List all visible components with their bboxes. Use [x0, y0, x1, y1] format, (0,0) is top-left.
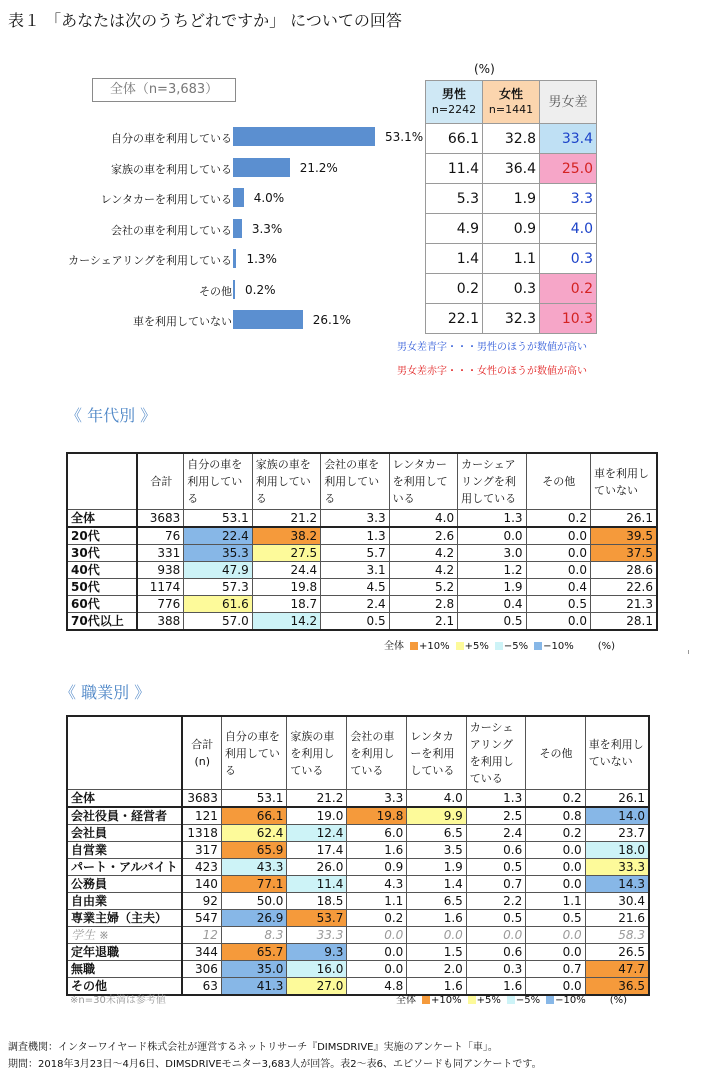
- age-data-cell: 53.1: [184, 510, 252, 528]
- job-data-cell: 26.0: [287, 859, 347, 876]
- job-column-header: レンタカーを利用している: [407, 716, 466, 790]
- job-data-cell: 53.7: [287, 910, 347, 927]
- legend-label-p10: +10%: [431, 995, 462, 1006]
- gender-row: [426, 184, 597, 214]
- age-data-cell: 1.3: [321, 527, 389, 545]
- job-row-label: 自営業: [67, 842, 182, 859]
- gender-diff-cell: 10.3: [540, 304, 597, 334]
- age-data-cell: 61.6: [184, 596, 252, 613]
- age-row-label: 40代: [67, 562, 137, 579]
- age-data-cell: 26.1: [590, 510, 657, 528]
- summary-bar: [233, 249, 236, 268]
- legend-swatch-m5: [495, 642, 503, 650]
- job-data-cell: 1.1: [526, 893, 585, 910]
- gender-row: [426, 214, 597, 244]
- age-row-label: 70代以上: [67, 613, 137, 631]
- job-data-cell: 27.0: [287, 978, 347, 996]
- job-data-cell: 423: [182, 859, 222, 876]
- legend-label-m10: −10%: [543, 641, 574, 652]
- age-data-cell: 3683: [137, 510, 183, 528]
- age-legend: [384, 637, 615, 652]
- job-data-cell: 19.0: [287, 807, 347, 825]
- job-data-cell: 0.5: [526, 910, 585, 927]
- age-data-cell: 3.3: [321, 510, 389, 528]
- gender-diff-cell: 3.3: [540, 184, 597, 214]
- gender-row: [426, 274, 597, 304]
- footer-line2: 期間：2018年3月23日～4月6日、DIMSDRIVEモニター3,683人が回答。表2～表6、エピソードも同アンケートです。: [8, 1059, 542, 1070]
- age-data-cell: 0.5: [526, 596, 590, 613]
- age-data-cell: 19.8: [252, 579, 320, 596]
- job-table-row: [67, 893, 649, 910]
- job-data-cell: 1.9: [407, 859, 466, 876]
- summary-bar: [233, 280, 235, 299]
- age-data-cell: 47.9: [184, 562, 252, 579]
- job-data-cell: 36.5: [585, 978, 649, 996]
- job-data-cell: 4.8: [347, 978, 407, 996]
- job-data-cell: 0.0: [526, 927, 585, 944]
- age-column-header: 家族の車を利用している: [252, 453, 320, 510]
- gender-male-cell: 11.4: [426, 154, 483, 184]
- job-data-cell: 62.4: [221, 825, 287, 842]
- job-data-cell: 26.1: [585, 790, 649, 808]
- job-data-cell: 1.1: [347, 893, 407, 910]
- age-data-cell: 0.0: [526, 562, 590, 579]
- age-data-cell: 14.2: [252, 613, 320, 631]
- age-data-cell: 0.0: [526, 545, 590, 562]
- legend-label-m5: −5%: [515, 995, 541, 1006]
- summary-bar: [233, 127, 375, 146]
- job-data-cell: 6.0: [347, 825, 407, 842]
- job-data-cell: 58.3: [585, 927, 649, 944]
- job-column-header: 会社の車を利用している: [347, 716, 407, 790]
- gender-row: [426, 304, 597, 334]
- job-data-cell: 0.0: [407, 927, 466, 944]
- job-data-cell: 0.0: [347, 961, 407, 978]
- summary-bar-value: 0.2%: [245, 282, 276, 297]
- age-data-cell: 2.4: [321, 596, 389, 613]
- job-row-label: その他: [67, 978, 182, 996]
- age-column-header: カーシェアリングを利用している: [458, 453, 526, 510]
- age-row-label: 全体: [67, 510, 137, 528]
- legend-swatch-p10: [422, 996, 430, 1004]
- job-table-row: [67, 859, 649, 876]
- age-data-cell: 21.3: [590, 596, 657, 613]
- job-data-cell: 0.7: [526, 961, 585, 978]
- legend-swatch-m5: [507, 996, 515, 1004]
- summary-bar-value: 21.2%: [299, 160, 338, 175]
- age-table-row: [67, 579, 657, 596]
- job-data-cell: 9.3: [287, 944, 347, 961]
- job-header-row: [67, 716, 649, 790]
- gender-female-cell: 1.1: [483, 244, 540, 274]
- job-table: [66, 715, 650, 996]
- gender-male-cell: 0.2: [426, 274, 483, 304]
- legend-unit: (%): [609, 995, 628, 1006]
- age-data-cell: 5.2: [389, 579, 457, 596]
- legend-swatch-p10: [410, 642, 418, 650]
- job-column-header: カーシェアリングを利用している: [466, 716, 525, 790]
- gender-table: [425, 80, 597, 334]
- age-data-cell: 0.4: [526, 579, 590, 596]
- job-data-cell: 0.0: [466, 927, 525, 944]
- job-data-cell: 0.7: [466, 876, 525, 893]
- age-row-label: 20代: [67, 527, 137, 545]
- age-column-header: レンタカーを利用している: [389, 453, 457, 510]
- age-data-cell: 1.3: [458, 510, 526, 528]
- summary-bar: [233, 188, 244, 207]
- job-data-cell: 3683: [182, 790, 222, 808]
- legend-label-m10: −10%: [555, 995, 586, 1006]
- age-table-row: [67, 510, 657, 528]
- job-data-cell: 63: [182, 978, 222, 996]
- gender-female-cell: 32.3: [483, 304, 540, 334]
- job-data-cell: 0.6: [466, 944, 525, 961]
- gender-row: [426, 124, 597, 154]
- gender-row: [426, 154, 597, 184]
- legend-label-all: 全体: [396, 995, 416, 1006]
- job-table-row: [67, 961, 649, 978]
- job-data-cell: 47.7: [585, 961, 649, 978]
- age-data-cell: 938: [137, 562, 183, 579]
- job-row-label: 専業主婦（主夫）: [67, 910, 182, 927]
- job-row-label: 全体: [67, 790, 182, 808]
- job-data-cell: 4.3: [347, 876, 407, 893]
- age-data-cell: 1.2: [458, 562, 526, 579]
- job-data-cell: 6.5: [407, 893, 466, 910]
- job-data-cell: 3.5: [407, 842, 466, 859]
- job-data-cell: 1.5: [407, 944, 466, 961]
- age-table: [66, 452, 658, 631]
- job-column-header: その他: [526, 716, 585, 790]
- summary-row-label: 会社の車を利用している: [111, 223, 232, 237]
- job-table-row: [67, 876, 649, 893]
- job-data-cell: 92: [182, 893, 222, 910]
- job-data-cell: 1318: [182, 825, 222, 842]
- summary-bar-value: 1.3%: [246, 252, 277, 266]
- job-data-cell: 317: [182, 842, 222, 859]
- age-data-cell: 3.1: [321, 562, 389, 579]
- job-data-cell: 0.2: [526, 790, 585, 808]
- job-row-label: 学生 ※: [67, 927, 182, 944]
- job-table-row: [67, 842, 649, 859]
- age-column-header: 車を利用していない: [590, 453, 657, 510]
- job-data-cell: 140: [182, 876, 222, 893]
- job-column-header: [67, 716, 182, 790]
- job-column-header: 車を利用していない: [585, 716, 649, 790]
- job-data-cell: 11.4: [287, 876, 347, 893]
- job-data-cell: 33.3: [585, 859, 649, 876]
- age-divider: [688, 650, 689, 654]
- job-data-cell: 0.2: [526, 825, 585, 842]
- job-data-cell: 8.3: [221, 927, 287, 944]
- legend-label-p5: +5%: [476, 995, 501, 1006]
- job-data-cell: 0.2: [347, 910, 407, 927]
- summary-row-label: その他: [199, 284, 232, 298]
- job-data-cell: 26.5: [585, 944, 649, 961]
- job-data-cell: 1.4: [407, 876, 466, 893]
- job-data-cell: 14.3: [585, 876, 649, 893]
- summary-bar: [233, 310, 303, 329]
- job-table-row: [67, 927, 649, 944]
- job-data-cell: 1.6: [407, 978, 466, 996]
- gender-diff-cell: 33.4: [540, 124, 597, 154]
- age-data-cell: 4.5: [321, 579, 389, 596]
- summary-row-label: 自分の車を利用している: [111, 132, 232, 145]
- age-table-row: [67, 613, 657, 631]
- job-data-cell: 14.0: [585, 807, 649, 825]
- job-row-label: 会社員: [67, 825, 182, 842]
- gender-diff-cell: 4.0: [540, 214, 597, 244]
- age-data-cell: 388: [137, 613, 183, 631]
- summary-row-label: レンタカーを利用している: [100, 193, 232, 206]
- age-data-cell: 22.4: [184, 527, 252, 545]
- legend-label-p10: +10%: [419, 641, 450, 652]
- job-data-cell: 1.6: [466, 978, 525, 996]
- legend-unit: (%): [597, 641, 616, 652]
- gender-female-cell: 0.3: [483, 274, 540, 304]
- job-data-cell: 16.0: [287, 961, 347, 978]
- gender-male-cell: 5.3: [426, 184, 483, 214]
- footer-line1: 調査機関：インターワイヤード株式会社が運営するネットリサーチ『DIMSDRIVE』実施のアンケート「車」。: [8, 1042, 498, 1053]
- age-column-header: 合計: [137, 453, 183, 510]
- gender-diff-cell: 0.2: [540, 274, 597, 304]
- age-data-cell: 4.0: [389, 510, 457, 528]
- job-table-row: [67, 910, 649, 927]
- age-data-cell: 28.1: [590, 613, 657, 631]
- age-data-cell: 2.8: [389, 596, 457, 613]
- age-row-label: 50代: [67, 579, 137, 596]
- summary-row-label: 車を利用していない: [133, 315, 232, 328]
- job-data-cell: 18.5: [287, 893, 347, 910]
- age-data-cell: 0.5: [321, 613, 389, 631]
- legend-label-p5: +5%: [464, 641, 489, 652]
- age-data-cell: 1.9: [458, 579, 526, 596]
- summary-bar-value: 26.1%: [312, 313, 351, 327]
- job-data-cell: 53.1: [221, 790, 287, 808]
- job-data-cell: 0.0: [526, 944, 585, 961]
- job-data-cell: 306: [182, 961, 222, 978]
- age-data-cell: 22.6: [590, 579, 657, 596]
- summary-bar: [233, 158, 290, 177]
- age-data-cell: 35.3: [184, 545, 252, 562]
- job-data-cell: 0.6: [466, 842, 525, 859]
- job-data-cell: 43.3: [221, 859, 287, 876]
- job-data-cell: 0.3: [466, 961, 525, 978]
- job-data-cell: 1.6: [347, 842, 407, 859]
- job-data-cell: 19.8: [347, 807, 407, 825]
- job-data-cell: 3.3: [347, 790, 407, 808]
- job-data-cell: 0.5: [466, 910, 525, 927]
- legend-label-all: 全体: [384, 641, 404, 652]
- overall-label: 全体（n=3,683）: [92, 78, 236, 102]
- age-data-cell: 18.7: [252, 596, 320, 613]
- legend-label-m5: −5%: [503, 641, 529, 652]
- job-legend: [396, 991, 627, 1006]
- job-column-header: 自分の車を利用している: [221, 716, 287, 790]
- job-row-label: 会社役員・経営者: [67, 807, 182, 825]
- age-data-cell: 21.2: [252, 510, 320, 528]
- age-data-cell: 57.3: [184, 579, 252, 596]
- age-data-cell: 0.4: [458, 596, 526, 613]
- job-data-cell: 41.3: [221, 978, 287, 996]
- job-data-cell: 0.0: [347, 944, 407, 961]
- age-data-cell: 5.7: [321, 545, 389, 562]
- gender-diff-cell: 0.3: [540, 244, 597, 274]
- age-row-label: 30代: [67, 545, 137, 562]
- summary-row-label: カーシェアリングを利用している: [68, 254, 232, 267]
- job-data-cell: 4.0: [407, 790, 466, 808]
- job-data-cell: 0.8: [526, 807, 585, 825]
- age-column-header: その他: [526, 453, 590, 510]
- job-data-cell: 65.9: [221, 842, 287, 859]
- age-column-header: [67, 453, 137, 510]
- job-table-row: [67, 825, 649, 842]
- age-data-cell: 0.0: [526, 527, 590, 545]
- job-data-cell: 77.1: [221, 876, 287, 893]
- age-table-row: [67, 545, 657, 562]
- job-data-cell: 9.9: [407, 807, 466, 825]
- job-data-cell: 1.3: [466, 790, 525, 808]
- job-table-row: [67, 807, 649, 825]
- gender-female-cell: 36.4: [483, 154, 540, 184]
- age-data-cell: 4.2: [389, 545, 457, 562]
- job-row-label: 自由業: [67, 893, 182, 910]
- age-data-cell: 28.6: [590, 562, 657, 579]
- summary-unit: (%): [474, 62, 495, 76]
- age-data-cell: 39.5: [590, 527, 657, 545]
- legend-swatch-p5: [468, 996, 476, 1004]
- job-data-cell: 2.4: [466, 825, 525, 842]
- gender-female-cell: 0.9: [483, 214, 540, 244]
- job-data-cell: 33.3: [287, 927, 347, 944]
- gender-male-cell: 4.9: [426, 214, 483, 244]
- age-data-cell: 38.2: [252, 527, 320, 545]
- job-data-cell: 12.4: [287, 825, 347, 842]
- age-data-cell: 3.0: [458, 545, 526, 562]
- job-heading: 《 職業別 》: [60, 683, 151, 702]
- age-row-label: 60代: [67, 596, 137, 613]
- job-data-cell: 0.5: [466, 859, 525, 876]
- age-data-cell: 57.0: [184, 613, 252, 631]
- gender-female-cell: 32.8: [483, 124, 540, 154]
- age-column-header: 会社の車を利用している: [321, 453, 389, 510]
- age-data-cell: 76: [137, 527, 183, 545]
- job-data-cell: 17.4: [287, 842, 347, 859]
- age-data-cell: 0.0: [526, 613, 590, 631]
- job-data-cell: 2.0: [407, 961, 466, 978]
- job-data-cell: 2.5: [466, 807, 525, 825]
- job-data-cell: 23.7: [585, 825, 649, 842]
- job-data-cell: 0.0: [526, 859, 585, 876]
- age-data-cell: 0.0: [458, 527, 526, 545]
- job-row-label: 無職: [67, 961, 182, 978]
- age-data-cell: 0.5: [458, 613, 526, 631]
- legend-swatch-p5: [456, 642, 464, 650]
- age-data-cell: 2.1: [389, 613, 457, 631]
- note-blue: 男女差青字・・・男性のほうが数値が高い: [397, 342, 587, 353]
- age-data-cell: 0.2: [526, 510, 590, 528]
- job-data-cell: 66.1: [221, 807, 287, 825]
- age-data-cell: 24.4: [252, 562, 320, 579]
- gender-male-cell: 1.4: [426, 244, 483, 274]
- job-data-cell: 0.0: [526, 842, 585, 859]
- job-column-header: 合計(n): [182, 716, 222, 790]
- female-header: 女性 n=1441: [483, 81, 540, 124]
- job-data-cell: 35.0: [221, 961, 287, 978]
- gender-diff-cell: 25.0: [540, 154, 597, 184]
- job-data-cell: 0.0: [347, 927, 407, 944]
- job-table-row: [67, 944, 649, 961]
- job-data-cell: 21.6: [585, 910, 649, 927]
- job-row-label: パート・アルバイト: [67, 859, 182, 876]
- age-table-row: [67, 527, 657, 545]
- job-row-label: 定年退職: [67, 944, 182, 961]
- legend-swatch-m10: [546, 996, 554, 1004]
- male-header: 男性 n=2242: [426, 81, 483, 124]
- job-data-cell: 30.4: [585, 893, 649, 910]
- gender-female-cell: 1.9: [483, 184, 540, 214]
- job-data-cell: 65.7: [221, 944, 287, 961]
- job-data-cell: 344: [182, 944, 222, 961]
- reference-note: ※n=30未満は参考値: [70, 995, 166, 1006]
- diff-header: 男女差: [540, 81, 597, 124]
- summary-bar-value: 53.1%: [385, 130, 424, 144]
- job-data-cell: 6.5: [407, 825, 466, 842]
- page-title: 表１ 「あなたは次のうちどれですか」 についての回答: [8, 11, 402, 30]
- age-data-cell: 4.2: [389, 562, 457, 579]
- gender-male-cell: 22.1: [426, 304, 483, 334]
- job-column-header: 家族の車を利用している: [287, 716, 347, 790]
- age-data-cell: 27.5: [252, 545, 320, 562]
- age-data-cell: 37.5: [590, 545, 657, 562]
- job-data-cell: 1.6: [407, 910, 466, 927]
- legend-swatch-m10: [534, 642, 542, 650]
- age-table-row: [67, 596, 657, 613]
- job-data-cell: 50.0: [221, 893, 287, 910]
- job-data-cell: 26.9: [221, 910, 287, 927]
- age-header-row: [67, 453, 657, 510]
- job-data-cell: 0.0: [526, 876, 585, 893]
- summary-row-label: 家族の車を利用している: [111, 162, 232, 176]
- age-data-cell: 331: [137, 545, 183, 562]
- job-table-row: [67, 790, 649, 808]
- job-data-cell: 547: [182, 910, 222, 927]
- age-table-row: [67, 562, 657, 579]
- job-data-cell: 0.9: [347, 859, 407, 876]
- age-data-cell: 1174: [137, 579, 183, 596]
- job-data-cell: 0.0: [526, 978, 585, 996]
- summary-bar-value: 4.0%: [253, 191, 285, 205]
- age-column-header: 自分の車を利用している: [184, 453, 252, 510]
- job-data-cell: 21.2: [287, 790, 347, 808]
- age-heading: 《 年代別 》: [66, 406, 157, 425]
- job-data-cell: 12: [182, 927, 222, 944]
- age-data-cell: 2.6: [389, 527, 457, 545]
- job-data-cell: 2.2: [466, 893, 525, 910]
- job-data-cell: 18.0: [585, 842, 649, 859]
- note-red: 男女差赤字・・・女性のほうが数値が高い: [397, 366, 587, 377]
- summary-bar-value: 3.3%: [251, 221, 283, 236]
- gender-male-cell: 66.1: [426, 124, 483, 154]
- age-data-cell: 776: [137, 596, 183, 613]
- job-row-label: 公務員: [67, 876, 182, 893]
- job-data-cell: 121: [182, 807, 222, 825]
- summary-bar: [233, 219, 242, 238]
- gender-row: [426, 244, 597, 274]
